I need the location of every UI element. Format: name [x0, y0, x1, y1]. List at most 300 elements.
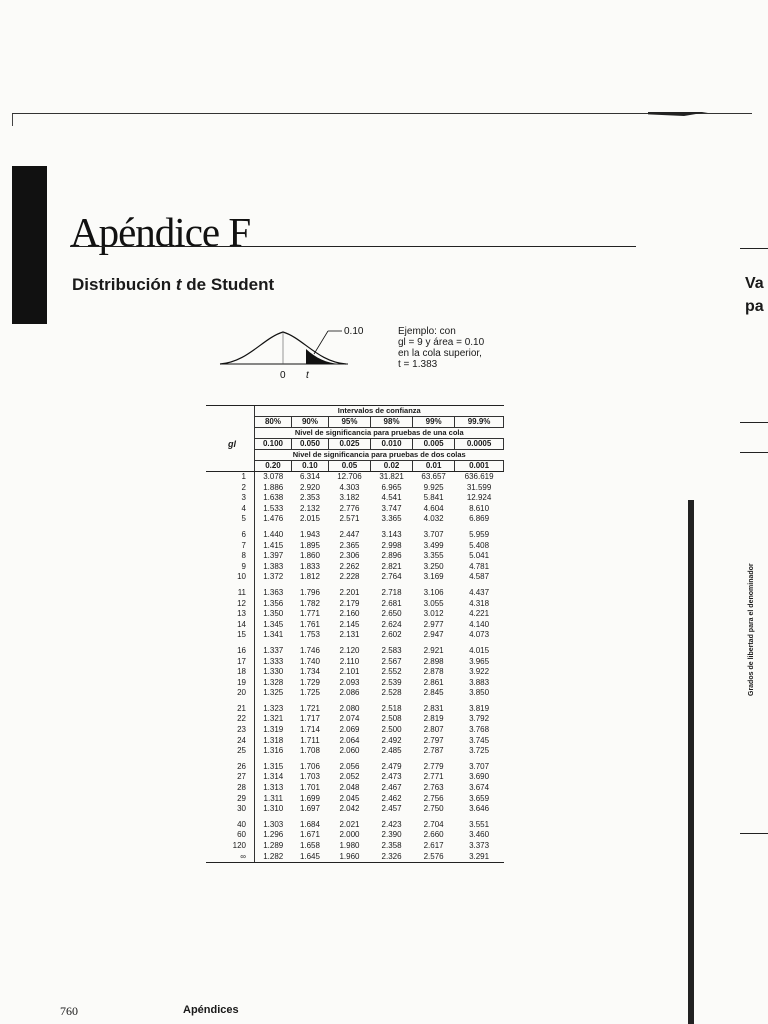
critical-value-cell: 2.365 [339, 540, 360, 550]
critical-value-cell: 1.325 [255, 688, 292, 699]
degrees-of-freedom-cell: 12 [237, 598, 246, 608]
critical-value-cell: 2.763 [423, 783, 444, 793]
table-row [206, 541, 504, 552]
critical-value-cell: 2.602 [381, 630, 402, 640]
critical-value-cell: 4.140 [469, 619, 490, 629]
degrees-of-freedom-cell: 29 [237, 793, 246, 803]
critical-value-cell: 2.750 [423, 804, 444, 814]
table-row [206, 472, 504, 483]
critical-value-cell: 3.551 [469, 819, 490, 829]
degrees-of-freedom-cell: 25 [237, 746, 246, 756]
critical-value-cell: 2.771 [423, 772, 444, 782]
critical-value-cell: 1.671 [299, 830, 320, 840]
degrees-of-freedom-cell: 26 [237, 761, 246, 771]
critical-value-cell: 1.310 [255, 804, 292, 815]
confidence-level: 90% [291, 417, 328, 428]
critical-value-cell: 2.779 [423, 761, 444, 771]
degrees-of-freedom-cell: 14 [237, 619, 246, 629]
critical-value-cell: 1.895 [299, 540, 320, 550]
book-gutter-shadow [688, 500, 694, 1024]
example-line: en la cola superior, [398, 348, 482, 359]
critical-value-cell: 2.831 [423, 703, 444, 713]
critical-value-cell: 1.533 [255, 504, 292, 515]
adjacent-page-vertical-label: Grados de libertad para el denominador [748, 563, 755, 696]
critical-value-cell: 2.518 [381, 703, 402, 713]
critical-value-cell: 2.048 [339, 783, 360, 793]
critical-value-cell: 1.699 [299, 793, 320, 803]
critical-value-cell: 2.145 [339, 619, 360, 629]
confidence-level: 99.9% [455, 417, 504, 428]
critical-value-cell: 1.960 [328, 852, 370, 863]
degrees-of-freedom-cell: 24 [237, 735, 246, 745]
two-tail-level: 0.02 [371, 461, 413, 472]
degrees-of-freedom-cell: 27 [237, 772, 246, 782]
table-row [206, 783, 504, 794]
critical-value-cell: 1.289 [255, 841, 292, 852]
example-note [398, 326, 508, 370]
critical-value-cell: 1.315 [255, 757, 292, 773]
critical-value-cell: 5.959 [469, 529, 490, 539]
degrees-of-freedom-cell: 10 [237, 572, 246, 582]
critical-value-cell: 1.753 [299, 630, 320, 640]
critical-value-cell: 2.704 [423, 819, 444, 829]
critical-value-cell: 2.353 [299, 493, 320, 503]
critical-value-cell: 2.583 [381, 645, 402, 655]
two-tail-level: 0.10 [291, 461, 328, 472]
critical-value-cell: 3.745 [469, 735, 490, 745]
critical-value-cell: 1.372 [255, 572, 292, 583]
critical-value-cell: 3.055 [423, 598, 444, 608]
degrees-of-freedom-cell: 20 [237, 688, 246, 698]
critical-value-cell: 4.541 [381, 493, 402, 503]
critical-value-cell: 4.587 [469, 572, 490, 582]
critical-value-cell: 2.306 [339, 551, 360, 561]
critical-value-cell: 2.896 [381, 551, 402, 561]
critical-value-cell: 2.528 [381, 688, 402, 698]
table-row [206, 641, 504, 657]
degrees-of-freedom-cell: 9 [241, 561, 246, 571]
degrees-of-freedom-cell: 30 [237, 804, 246, 814]
critical-value-cell: 1.319 [255, 725, 292, 736]
critical-value-cell: 1.708 [299, 746, 320, 756]
critical-value-cell: 3.659 [469, 793, 490, 803]
critical-value-cell: 1.740 [299, 656, 320, 666]
confidence-level: 95% [328, 417, 370, 428]
axis-t-label: t [306, 370, 309, 381]
critical-value-cell: 2.179 [339, 598, 360, 608]
critical-value-cell: 2.101 [339, 667, 360, 677]
critical-value-cell: 3.499 [423, 540, 444, 550]
critical-value-cell: 3.250 [423, 561, 444, 571]
critical-value-cell: 2.787 [423, 746, 444, 756]
critical-value-cell: 4.318 [469, 598, 490, 608]
critical-value-cell: 2.539 [381, 677, 402, 687]
table-row [206, 657, 504, 668]
critical-value-cell: 2.110 [339, 656, 360, 666]
one-tail-level: 0.0005 [455, 439, 504, 450]
page-number: 760 [60, 1004, 78, 1018]
critical-value-cell: 1.782 [299, 598, 320, 608]
degrees-of-freedom-cell: 7 [241, 540, 246, 550]
critical-value-cell: 1.363 [255, 583, 292, 599]
critical-value-cell: 3.883 [469, 677, 490, 687]
area-label: 0.10 [344, 326, 364, 337]
t-table-container [206, 405, 504, 863]
one-tail-level: 0.050 [291, 439, 328, 450]
critical-value-cell: 3.365 [381, 514, 402, 524]
critical-value-cell: 2.131 [339, 630, 360, 640]
critical-value-cell: 3.747 [381, 503, 402, 513]
critical-value-cell: 1.333 [255, 657, 292, 668]
degrees-of-freedom-cell: 21 [237, 703, 246, 713]
critical-value-cell: 1.341 [255, 630, 292, 641]
title-rule [70, 246, 636, 247]
critical-value-cell: 2.650 [381, 609, 402, 619]
table-row [206, 667, 504, 678]
critical-value-cell: 2.508 [381, 714, 402, 724]
table-row [206, 609, 504, 620]
table-row [206, 815, 504, 831]
critical-value-cell: 3.965 [469, 656, 490, 666]
critical-value-cell: 1.356 [255, 599, 292, 610]
critical-value-cell: 636.619 [464, 472, 494, 481]
degrees-of-freedom-cell: 2 [241, 482, 246, 492]
critical-value-cell: 1.313 [255, 783, 292, 794]
critical-value-cell: 2.423 [381, 819, 402, 829]
critical-value-cell: 2.492 [381, 735, 402, 745]
table-row [206, 688, 504, 699]
critical-value-cell: 1.323 [255, 699, 292, 715]
adjacent-page-text: pa [745, 298, 764, 315]
critical-value-cell: 1.711 [300, 735, 320, 745]
subtitle-variable: t [175, 275, 182, 294]
critical-value-cell: 1.734 [299, 667, 320, 677]
table-row [206, 794, 504, 805]
two-tail-level: 0.20 [255, 461, 292, 472]
critical-value-cell: 2.462 [381, 793, 402, 803]
critical-value-cell: 3.012 [423, 609, 444, 619]
degrees-of-freedom-cell: 5 [241, 514, 246, 524]
table-row [206, 699, 504, 715]
critical-value-cell: 3.169 [423, 572, 444, 582]
critical-value-cell: 3.707 [423, 529, 444, 539]
critical-value-cell: 2.998 [381, 540, 402, 550]
table-row [206, 514, 504, 525]
degrees-of-freedom-cell: 8 [241, 551, 246, 561]
critical-value-cell: 1.703 [299, 772, 320, 782]
table-row [206, 757, 504, 773]
critical-value-cell: 2.571 [339, 514, 360, 524]
critical-value-cell: 3.646 [469, 804, 490, 814]
critical-value-cell: 2.390 [381, 830, 402, 840]
t-distribution-table [206, 405, 504, 863]
critical-value-cell: 2.093 [339, 677, 360, 687]
degrees-of-freedom-cell: ∞ [206, 852, 255, 863]
critical-value-cell: 2.756 [423, 793, 444, 803]
critical-value-cell: 2.807 [423, 725, 444, 735]
critical-value-cell: 3.078 [255, 472, 292, 483]
degrees-of-freedom-cell: 28 [237, 783, 246, 793]
table-row [206, 630, 504, 641]
confidence-level: 80% [255, 417, 292, 428]
confidence-level: 98% [371, 417, 413, 428]
critical-value-cell: 2.898 [423, 656, 444, 666]
critical-value-cell: 2.921 [423, 645, 444, 655]
critical-value-cell: 2.120 [339, 645, 360, 655]
critical-value-cell: 2.624 [381, 619, 402, 629]
critical-value-cell: 2.485 [381, 746, 402, 756]
critical-value-cell: 1.415 [255, 541, 292, 552]
critical-value-cell: 1.345 [255, 620, 292, 631]
critical-value-cell: 12.706 [337, 472, 362, 481]
critical-value-cell: 1.714 [299, 725, 320, 735]
critical-value-cell: 1.812 [299, 572, 320, 582]
degrees-of-freedom-cell: 15 [237, 630, 246, 640]
critical-value-cell: 2.457 [381, 804, 402, 814]
critical-value-cell: 4.032 [423, 514, 444, 524]
degrees-of-freedom-cell: 1 [241, 472, 246, 481]
table-row [206, 562, 504, 573]
critical-value-cell: 1.337 [255, 641, 292, 657]
critical-value-cell: 3.819 [469, 703, 490, 713]
critical-value-cell: 3.373 [469, 841, 490, 850]
table-row [206, 493, 504, 504]
two-tail-levels-row [206, 461, 504, 472]
degrees-of-freedom-cell: 22 [237, 714, 246, 724]
critical-value-cell: 2.132 [299, 503, 320, 513]
degrees-of-freedom-cell: 4 [241, 503, 246, 513]
critical-value-cell: 1.658 [299, 841, 320, 850]
table-row [206, 620, 504, 631]
critical-value-cell: 2.074 [339, 714, 360, 724]
critical-value-cell: 2.977 [423, 619, 444, 629]
critical-value-cell: 3.106 [423, 587, 444, 597]
critical-value-cell: 2.660 [423, 830, 444, 840]
critical-value-cell: 2.473 [381, 772, 402, 782]
critical-value-cell: 3.768 [469, 725, 490, 735]
example-line: gl = 9 y área = 0.10 [398, 337, 485, 348]
critical-value-cell: 2.056 [339, 761, 360, 771]
critical-value-cell: 2.861 [423, 677, 444, 687]
critical-value-cell: 2.262 [339, 561, 360, 571]
adjacent-page-rule [740, 833, 768, 834]
degrees-of-freedom-cell: 23 [237, 725, 246, 735]
critical-value-cell: 2.045 [339, 793, 360, 803]
degrees-of-freedom-cell: 60 [237, 830, 246, 840]
critical-value-cell: 2.878 [423, 667, 444, 677]
table-row [206, 804, 504, 815]
critical-value-cell: 2.764 [381, 572, 402, 582]
footer-section: Apéndices [183, 1004, 239, 1016]
one-tail-header-row [206, 428, 504, 439]
critical-value-cell: 1.771 [299, 609, 320, 619]
critical-value-cell: 1.296 [255, 830, 292, 841]
critical-value-cell: 5.408 [469, 540, 490, 550]
table-row [206, 725, 504, 736]
table-row [206, 572, 504, 583]
table-row [206, 599, 504, 610]
critical-value-cell: 3.182 [339, 493, 360, 503]
critical-value-cell: 2.797 [423, 735, 444, 745]
two-tail-level: 0.01 [413, 461, 455, 472]
critical-value-cell: 2.080 [339, 703, 360, 713]
critical-value-cell: 1.350 [255, 609, 292, 620]
top-rule-wedge [648, 112, 708, 116]
critical-value-cell: 31.599 [466, 482, 492, 492]
critical-value-cell: 3.460 [469, 830, 490, 840]
critical-value-cell: 9.925 [423, 482, 444, 492]
critical-value-cell: 2.467 [381, 783, 402, 793]
critical-value-cell: 2.500 [381, 725, 402, 735]
one-tail-level: 0.010 [371, 439, 413, 450]
table-row [206, 483, 504, 494]
critical-value-cell: 4.221 [469, 609, 490, 619]
two-tail-level: 0.05 [328, 461, 370, 472]
critical-value-cell: 1.321 [255, 714, 292, 725]
critical-value-cell: 63.657 [421, 472, 446, 481]
table-row [206, 852, 504, 863]
degrees-of-freedom-cell: 19 [237, 677, 246, 687]
table-row [206, 736, 504, 747]
example-line: t = 1.383 [398, 359, 438, 370]
confidence-levels-row [206, 417, 504, 428]
critical-value-cell: 2.821 [381, 561, 402, 571]
degrees-of-freedom-cell: 17 [237, 656, 246, 666]
critical-value-cell: 1.721 [299, 703, 320, 713]
degrees-of-freedom-cell: 6 [241, 529, 246, 539]
one-tail-level: 0.100 [255, 439, 292, 450]
two-tail-level: 0.001 [455, 461, 504, 472]
table-row [206, 678, 504, 689]
degrees-of-freedom-cell: 3 [241, 493, 246, 503]
adjacent-page-rule [740, 452, 768, 453]
critical-value-cell: 1.706 [299, 761, 320, 771]
critical-value-cell: 2.947 [423, 630, 444, 640]
critical-value-cell: 1.833 [299, 561, 320, 571]
critical-value-cell: 12.924 [466, 493, 492, 503]
critical-value-cell: 4.073 [469, 630, 490, 640]
critical-value-cell: 1.316 [255, 746, 292, 757]
critical-value-cell: 2.064 [339, 735, 360, 745]
critical-value-cell: 2.015 [299, 514, 320, 524]
critical-value-cell: 1.638 [255, 493, 292, 504]
critical-value-cell: 1.314 [255, 772, 292, 783]
critical-value-cell: 1.725 [299, 688, 320, 698]
critical-value-cell: 2.552 [381, 667, 402, 677]
t-distribution-figure [218, 320, 368, 382]
confidence-header-row [206, 406, 504, 417]
critical-value-cell: 2.086 [339, 688, 360, 698]
critical-value-cell: 1.645 [291, 852, 328, 863]
critical-value-cell: 2.021 [339, 819, 360, 829]
subtitle-prefix: Distribución [72, 275, 176, 294]
degrees-of-freedom-cell: 18 [237, 667, 246, 677]
area-pointer [314, 331, 328, 354]
critical-value-cell: 2.576 [413, 852, 455, 863]
critical-value-cell: 1.330 [255, 667, 292, 678]
critical-value-cell: 1.886 [255, 483, 292, 494]
t-table-body [206, 472, 504, 863]
critical-value-cell: 3.922 [469, 667, 490, 677]
critical-value-cell: 2.060 [339, 746, 360, 756]
critical-value-cell: 2.052 [339, 772, 360, 782]
critical-value-cell: 1.717 [299, 714, 320, 724]
critical-value-cell: 1.440 [255, 525, 292, 541]
critical-value-cell: 2.845 [423, 688, 444, 698]
critical-value-cell: 2.069 [339, 725, 360, 735]
critical-value-cell: 3.792 [469, 714, 490, 724]
critical-value-cell: 3.291 [455, 852, 504, 863]
two-tail-header: Nivel de significancia para pruebas de dos colas [255, 450, 504, 461]
critical-value-cell: 2.718 [381, 587, 402, 597]
critical-value-cell: 2.479 [381, 761, 402, 771]
confidence-level: 99% [413, 417, 455, 428]
degrees-of-freedom-cell: 120 [232, 841, 246, 850]
table-row [206, 746, 504, 757]
top-rule [12, 113, 752, 114]
table-row [206, 551, 504, 562]
critical-value-cell: 6.965 [381, 482, 402, 492]
two-tail-header-row [206, 450, 504, 461]
one-tail-level: 0.005 [413, 439, 455, 450]
critical-value-cell: 1.397 [255, 551, 292, 562]
degrees-of-freedom-cell: 11 [237, 587, 246, 597]
adjacent-page-text: Va [745, 275, 764, 292]
critical-value-cell: 4.015 [469, 645, 490, 655]
adjacent-page-rule [740, 422, 768, 423]
critical-value-cell: 4.781 [469, 561, 490, 571]
page-subtitle [72, 275, 274, 295]
critical-value-cell: 31.821 [379, 472, 404, 481]
critical-value-cell: 2.326 [371, 852, 413, 863]
critical-value-cell: 2.819 [423, 714, 444, 724]
critical-value-cell: 2.567 [381, 656, 402, 666]
critical-value-cell: 3.674 [469, 783, 490, 793]
critical-value-cell: 2.000 [339, 830, 360, 840]
critical-value-cell: 2.776 [339, 503, 360, 513]
critical-value-cell: 1.318 [255, 736, 292, 747]
page-title: Apéndice F [70, 209, 251, 255]
critical-value-cell: 1.684 [299, 819, 320, 829]
critical-value-cell: 3.850 [469, 688, 490, 698]
critical-value-cell: 2.617 [423, 841, 444, 850]
critical-value-cell: 2.681 [381, 598, 402, 608]
critical-value-cell: 1.311 [255, 794, 292, 805]
table-row [206, 525, 504, 541]
critical-value-cell: 4.437 [469, 587, 490, 597]
one-tail-header: Nivel de significancia para pruebas de una cola [255, 428, 504, 439]
critical-value-cell: 1.701 [299, 783, 320, 793]
critical-value-cell: 1.282 [255, 852, 292, 863]
table-row [206, 772, 504, 783]
critical-value-cell: 2.358 [381, 841, 402, 850]
degrees-of-freedom-cell: 13 [237, 609, 246, 619]
degrees-of-freedom-cell: 16 [237, 645, 246, 655]
critical-value-cell: 1.796 [299, 587, 320, 597]
degrees-of-freedom-cell: 40 [237, 819, 246, 829]
critical-value-cell: 1.729 [299, 677, 320, 687]
critical-value-cell: 2.201 [339, 587, 360, 597]
table-row [206, 830, 504, 841]
critical-value-cell: 3.355 [423, 551, 444, 561]
critical-value-cell: 1.980 [339, 841, 360, 850]
table-row [206, 583, 504, 599]
critical-value-cell: 3.725 [469, 746, 490, 756]
critical-value-cell: 1.383 [255, 562, 292, 573]
critical-value-cell: 1.697 [299, 804, 320, 814]
critical-value-cell: 1.303 [255, 815, 292, 831]
gl-label: gl [228, 439, 236, 449]
